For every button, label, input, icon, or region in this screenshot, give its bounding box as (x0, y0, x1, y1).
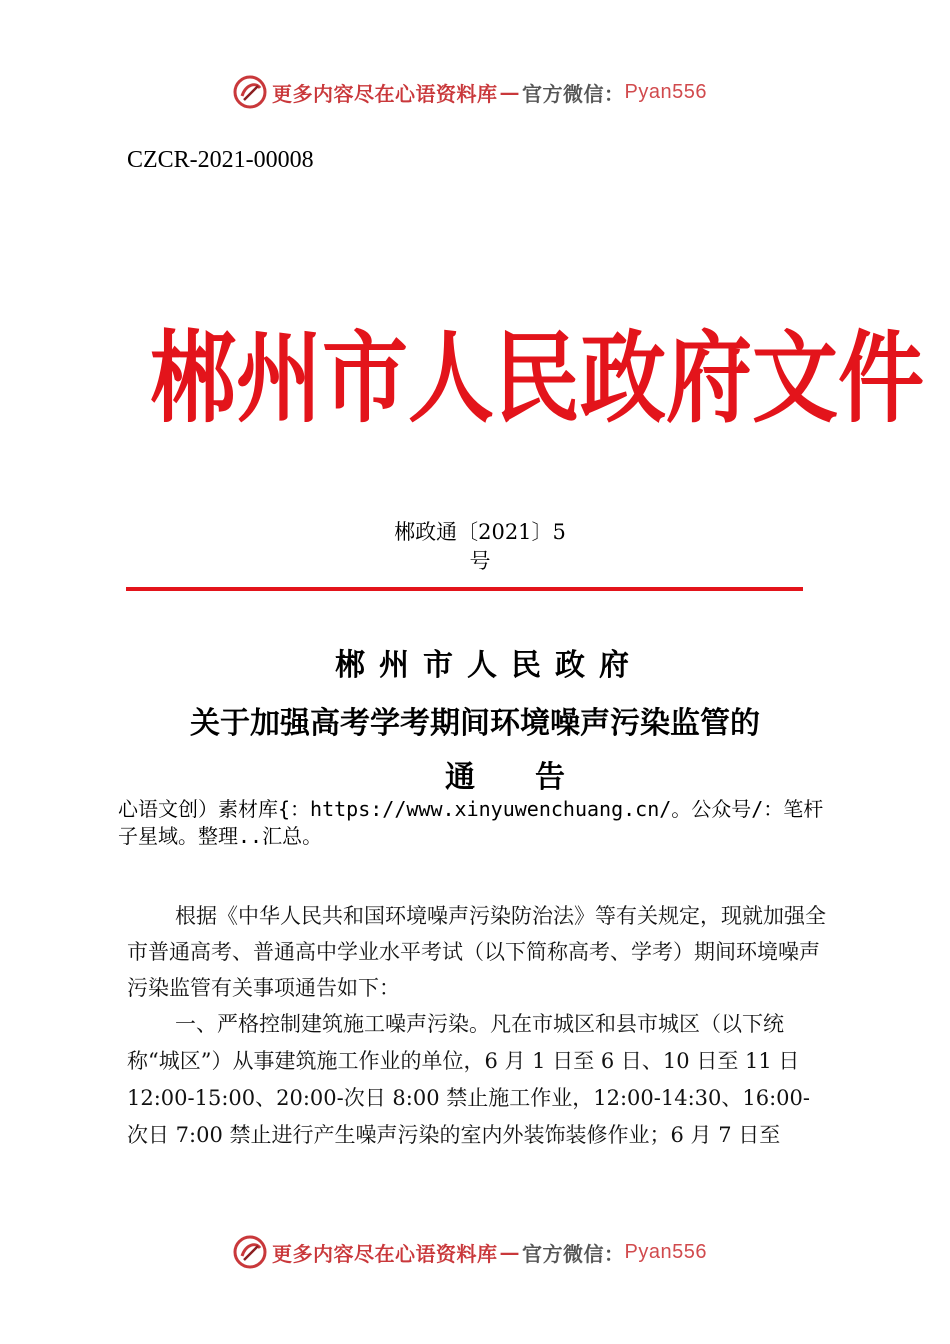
watermark-text: 更多内容尽在心语资料库 (272, 1241, 498, 1266)
source-note: 心语文创）素材库{：https://www.xinyuwenchuang.cn/。公众号/：笔杆子星域。整理..汇总。 (118, 797, 824, 848)
watermark-id: Pyan556 (624, 80, 707, 103)
title-subject: 关于加强高考学考期间环境噪声污染监管的 (190, 706, 760, 741)
title-issuer: 郴州市人民政府 (335, 648, 643, 683)
watermark-sub: 官方微信： (522, 1241, 625, 1266)
watermark-dash: — (499, 1240, 520, 1264)
document-code: CZCR-2021-00008 (127, 147, 314, 173)
watermark-id: Pyan556 (624, 1240, 707, 1263)
header-char: 民 (494, 320, 580, 437)
header-char: 人 (408, 320, 494, 437)
watermark-top (232, 72, 707, 112)
watermark-sub: 官方微信： (522, 81, 625, 106)
header-char: 市 (322, 320, 408, 437)
document-number (380, 518, 580, 576)
header-char: 政 (580, 320, 666, 437)
logo-icon (232, 74, 268, 110)
document-number-line1: 郴政通〔2021〕5 (394, 520, 566, 544)
body-paragraph-2: 一、严格控制建筑施工噪声污染。凡在市城区和县市城区（以下统称“城区”）从事建筑施工作业的单位，6 月 1 日至 6 日、10 日至 11 日 12:00-15:00、20:00-次日 8:00 禁止施工作业，12:00-14:30、16:00-次日 7:00 禁止进行产生噪声污染的室内外装饰装修作业；6 月 7 日至 (127, 1012, 811, 1147)
watermark-dash: — (499, 80, 520, 104)
red-divider (126, 587, 803, 591)
logo-icon (232, 1234, 268, 1270)
body-paragraph-1: 根据《中华人民共和国环境噪声污染防治法》等有关规定，现就加强全市普通高考、普通高中学业水平考试（以下简称高考、学考）期间环境噪声污染监管有关事项通告如下： (127, 904, 826, 1000)
document-number-line2: 号 (469, 549, 491, 573)
title-type: 通告 (445, 760, 625, 795)
header-char: 府 (666, 320, 752, 437)
watermark-text: 更多内容尽在心语资料库 (272, 81, 498, 106)
header-char: 州 (236, 320, 322, 437)
header-char: 件 (838, 320, 924, 437)
header-char: 郴 (150, 320, 236, 437)
org-header (150, 290, 924, 451)
header-char: 文 (752, 320, 838, 437)
watermark-bottom (232, 1232, 707, 1272)
